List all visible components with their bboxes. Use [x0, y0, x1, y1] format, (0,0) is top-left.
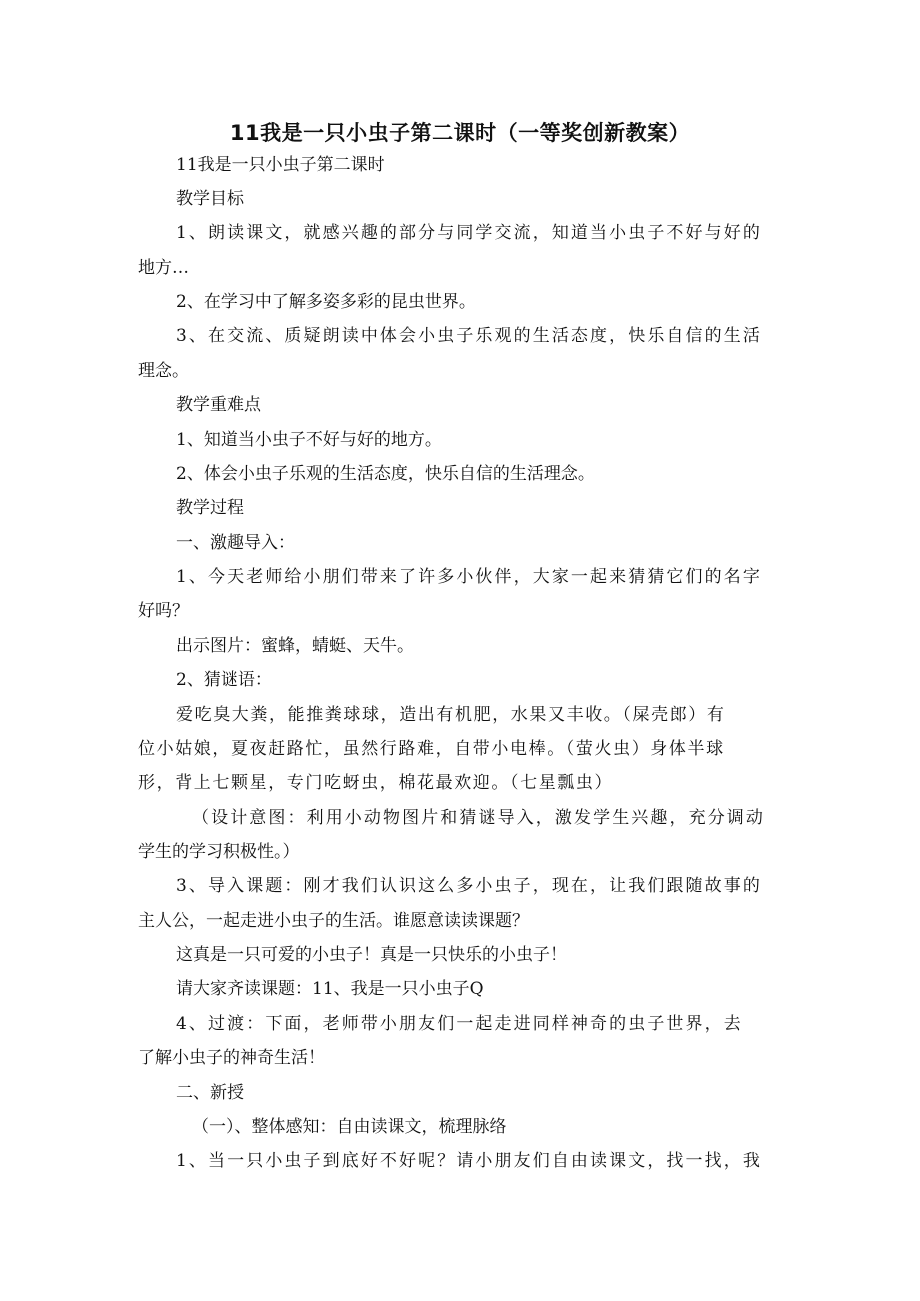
document-title: 11我是一只小虫子第二课时（一等奖创新教案） — [229, 121, 691, 145]
paragraph-line: 1、当一只小虫子到底好不好呢？请小朋友们自由读课文，找一找，我 — [176, 1151, 762, 1171]
paragraph-line: 1、朗读课文，就感兴趣的部分与同学交流，知道当小虫子不好与好的 — [176, 223, 762, 243]
paragraph-line: 1、知道当小虫子不好与好的地方。 — [176, 430, 442, 450]
paragraph-line: 地方… — [138, 258, 189, 278]
paragraph-line: 出示图片：蜜蜂，蜻蜓、天牛。 — [176, 636, 414, 656]
paragraph-line: 2、猜谜语： — [176, 670, 272, 690]
paragraph-line: （一）、整体感知：自由读课文，梳理脉络 — [192, 1117, 507, 1137]
paragraph-line: 2、在学习中了解多姿多彩的昆虫世界。 — [176, 292, 476, 312]
paragraph-line: 学生的学习积极性。） — [138, 842, 300, 862]
paragraph-line: 了解小虫子的神奇生活！ — [138, 1048, 325, 1068]
paragraph-line: 理念。 — [138, 361, 189, 381]
section-heading-new-lesson: 二、新授 — [176, 1083, 244, 1103]
paragraph-line: 请大家齐读课题：11、我是一只小虫子Q — [176, 979, 484, 999]
paragraph-line: （设计意图：利用小动物图片和猜谜导入，激发学生兴趣，充分调动 — [192, 808, 765, 828]
paragraph-line: 主人公，一起走进小虫子的生活。谁愿意读读课题？ — [138, 911, 529, 931]
section-heading-process: 教学过程 — [176, 498, 244, 518]
paragraph-line: 4、过渡：下面，老师带小朋友们一起走进同样神奇的虫子世界，去 — [176, 1014, 743, 1034]
paragraph-line: 位小姑娘，夏夜赶路忙，虽然行路难，自带小电棒。（萤火虫）身体半球 — [138, 739, 725, 759]
paragraph-line: 形，背上七颗星，专门吃蚜虫，棉花最欢迎。（七星瓢虫） — [138, 773, 614, 793]
subtitle-line: 11我是一只小虫子第二课时 — [176, 155, 385, 175]
paragraph-line: 好吗？ — [138, 601, 189, 621]
section-heading-key-points: 教学重难点 — [176, 395, 261, 415]
paragraph-line: 1、今天老师给小朋们带来了许多小伙伴，大家一起来猜猜它们的名字 — [176, 567, 762, 587]
section-heading-goals: 教学目标 — [176, 189, 244, 209]
paragraph-line: 这真是一只可爱的小虫子！真是一只快乐的小虫子！ — [176, 945, 567, 965]
paragraph-line: 2、体会小虫子乐观的生活态度，快乐自信的生活理念。 — [176, 464, 595, 484]
paragraph-line: 爱吃臭大粪，能推粪球球，造出有机肥，水果又丰收。（屎壳郎）有 — [176, 705, 726, 725]
paragraph-line: 一、激趣导入： — [176, 533, 295, 553]
paragraph-line: 3、导入课题：刚才我们认识这么多小虫子，现在，让我们跟随故事的 — [176, 876, 762, 896]
paragraph-line: 3、在交流、质疑朗读中体会小虫子乐观的生活态度，快乐自信的生活 — [176, 326, 762, 346]
